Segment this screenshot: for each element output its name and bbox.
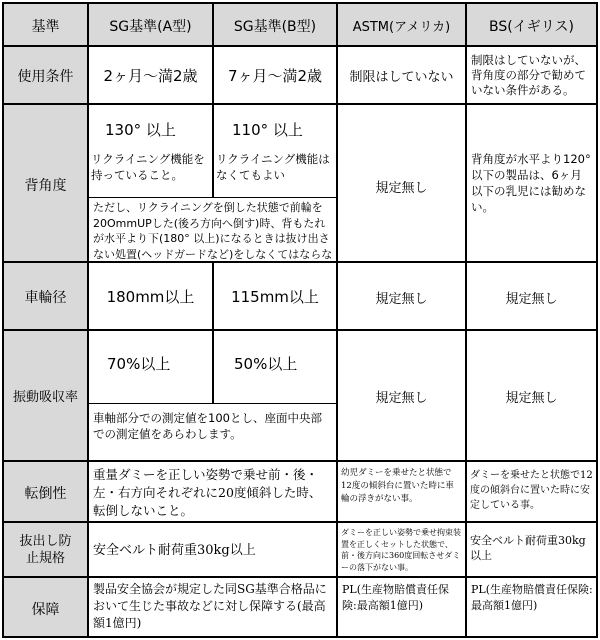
escape-sg-cell (87, 521, 338, 578)
tipping-bs: ダミーを乗せたと状態で12度の傾斜台に置いた時に安定している事。 (470, 470, 593, 511)
back-angle-sg-a-value: 130° 以上 (105, 121, 176, 139)
header-astm: ASTM(アメリカ) (352, 20, 451, 35)
tipping-astm: 幼児ダミーを乗せたと状態で12度の傾斜台に置いた時に車輪の浮きがない事。 (341, 468, 454, 504)
vibration-bs: 規定無し (505, 391, 558, 406)
vibration-sg-cell (87, 329, 338, 462)
row-tipping-label: 転倒性 (24, 486, 67, 502)
header-sg-a-cell (87, 2, 214, 47)
vibration-note: 車軸部分での測定値を100とし、座面中央部での測定値をあらわします。 (93, 411, 322, 441)
wheel-sg-b: 115mm以上 (231, 288, 319, 306)
row-wheel-label: 車輪径 (24, 290, 67, 306)
wheel-sg-a: 180mm以上 (106, 288, 195, 306)
usage-sg-b-cell (212, 45, 338, 105)
back-angle-bs: 背角度が水平より120° 以下の製品は、6ヶ月以下の乳児には勧めない。 (471, 152, 591, 214)
wheel-bs-cell (465, 261, 598, 331)
row-escape-label-cell (2, 521, 89, 578)
back-angle-astm-cell (336, 103, 467, 263)
row-escape-label: 抜出し防止規格 (19, 534, 72, 566)
tipping-bs-cell (465, 460, 598, 523)
tipping-astm-cell (336, 460, 467, 523)
back-angle-shared-note: ただし、リクライニングを倒した状態で前輪を20OmmUPした(後ろ方向へ倒す)時、背もたれが水平より下(180° 以上)になるときは抜け出さない処置(ヘッドガードなど)をしなくてはならな (93, 201, 333, 261)
usage-bs-cell (465, 45, 598, 105)
row-vibration-label-cell (2, 329, 89, 462)
usage-astm-cell (336, 45, 467, 105)
warranty-sg: 製品安全協会が規定した同SG基準合格品において生じた事故などに対し保障する(最高額1億円) (93, 582, 327, 630)
tipping-sg: 重量ダミーを正しい姿勢で乗せ前・後・左・右方向それぞれに20度傾斜した時、転倒しないこと。 (93, 467, 322, 518)
row-warranty-label-cell (2, 576, 89, 638)
usage-sg-b: 7ヶ月～満2歳 (227, 67, 323, 85)
escape-bs: 安全ベルト耐荷重30kg以上 (470, 534, 586, 562)
escape-bs-cell (465, 521, 598, 578)
usage-sg-a-cell (87, 45, 214, 105)
warranty-astm: PL(生産物賠償責任保険:最高額1億円) (342, 583, 449, 612)
back-angle-sg-cell (87, 103, 338, 263)
vibration-astm: 規定無し (375, 391, 428, 406)
back-angle-shared-note-box (89, 197, 336, 261)
usage-bs: 制限はしていないが、背角度の部分で勧めていない条件がある。 (471, 53, 586, 97)
warranty-sg-cell (87, 576, 338, 638)
back-angle-sg-a-note: リクライニング機能を持っていること。 (91, 152, 205, 182)
back-angle-divider (212, 105, 214, 197)
escape-astm: ダミーを正しい姿勢で乗せ拘束装置を正しくセットした状態で、前・後方向に360度回転させダミーの落下がない事。 (341, 528, 461, 572)
vibration-divider (212, 331, 214, 403)
row-tipping-label-cell (2, 460, 89, 523)
row-usage-label-cell (2, 45, 89, 105)
back-angle-astm: 規定無し (375, 181, 428, 196)
wheel-bs: 規定無し (505, 292, 558, 307)
wheel-astm-cell (336, 261, 467, 331)
back-angle-sg-b-value: 110° 以上 (232, 121, 303, 139)
header-bs-cell (465, 2, 598, 47)
vibration-sg-a: 70%以上 (107, 355, 171, 373)
warranty-bs-cell (465, 576, 598, 638)
escape-sg: 安全ベルト耐荷重30kg以上 (93, 543, 256, 558)
row-vibration-label: 振動吸収率 (12, 390, 78, 405)
vibration-sg-b: 50%以上 (234, 355, 298, 373)
vibration-astm-cell (336, 329, 467, 462)
warranty-bs: PL(生産物賠償責任保険:最高額1億円) (471, 583, 593, 612)
header-sg-b-cell (212, 2, 338, 47)
wheel-astm: 規定無し (375, 292, 428, 307)
header-kijun: 基準 (31, 19, 60, 35)
row-warranty-label: 保障 (31, 602, 60, 618)
back-angle-bs-cell (465, 103, 598, 263)
header-sg-a: SG基準(A型) (109, 19, 192, 35)
wheel-sg-b-cell (212, 261, 338, 331)
tipping-sg-cell (87, 460, 338, 523)
usage-astm: 制限はしていない (349, 70, 454, 85)
header-bs: BS(イギリス) (489, 19, 574, 35)
row-usage-label: 使用条件 (17, 69, 74, 85)
header-sg-b: SG基準(B型) (233, 19, 317, 35)
row-wheel-label-cell (2, 261, 89, 331)
header-kijun-cell (2, 2, 89, 47)
back-angle-sg-b-note: リクライニング機能はなくてもよい (216, 152, 330, 182)
vibration-note-box (89, 403, 336, 460)
usage-sg-a: 2ヶ月～満2歳 (103, 67, 198, 85)
wheel-sg-a-cell (87, 261, 214, 331)
header-astm-cell (336, 2, 467, 47)
row-back-angle-label-cell (2, 103, 89, 263)
vibration-bs-cell (465, 329, 598, 462)
warranty-astm-cell (336, 576, 467, 638)
escape-astm-cell (336, 521, 467, 578)
row-back-angle-label: 背角度 (24, 178, 67, 194)
